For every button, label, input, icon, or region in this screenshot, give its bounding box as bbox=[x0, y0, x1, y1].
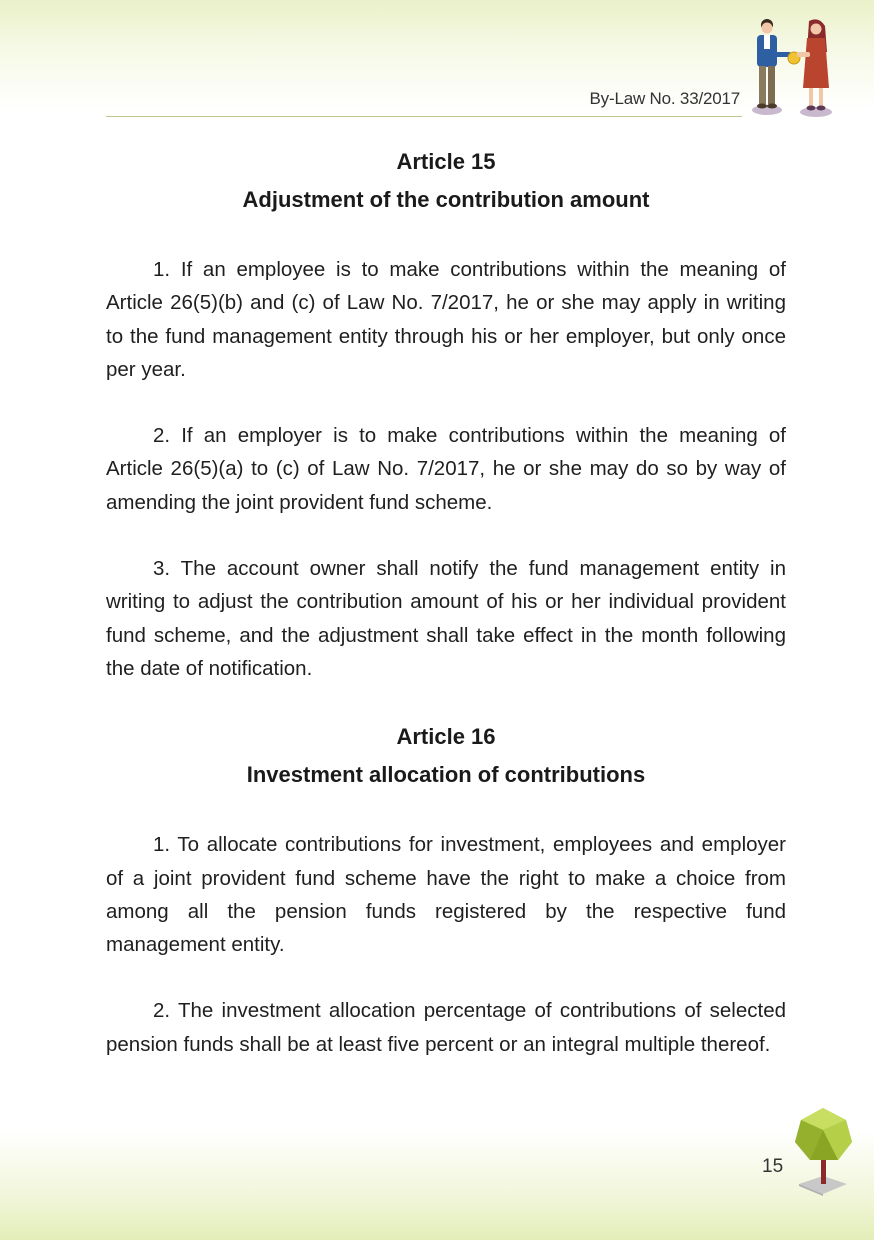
article-16-paragraph-1: 1. To allocate contributions for investment, employees and employer of a joint provident fund scheme have the right to make a choice from among all the pension funds registered by the respective fund management entity. bbox=[106, 833, 786, 957]
article-15-paragraph-1: 1. If an employee is to make contributions within the meaning of Article 26(5)(b) and (c) of Law No. 7/2017, he or she may apply in writing to the fund management entity through his or her employer, but only once per year. bbox=[106, 258, 786, 381]
article-15-paragraph-3: 3. The account owner shall notify the fund management entity in writing to adjust the contribution amount of his or her individual provident fund scheme, and the adjustment shall take effect in the month following the date of notification. bbox=[106, 557, 786, 680]
people-exchanging-coin-illustration bbox=[745, 18, 840, 122]
header-background bbox=[0, 0, 874, 110]
page-content bbox=[106, 143, 786, 1094]
article-15-number: Article 15 bbox=[396, 149, 496, 174]
header-divider bbox=[106, 116, 742, 117]
article-16-title: Investment allocation of contributions bbox=[246, 762, 646, 788]
footer-background bbox=[0, 1130, 874, 1240]
article-16-number: Article 16 bbox=[396, 724, 496, 750]
page-number: 15 bbox=[762, 1156, 784, 1177]
tree-illustration bbox=[790, 1106, 856, 1198]
document-title: By-Law No. 33/2017 bbox=[589, 89, 740, 108]
article-15-paragraph-2: 2. If an employer is to make contributions within the meaning of Article 26(5)(a) to (c) of Law No. 7/2017, he or she may do so by way of amending the joint provident fund scheme. bbox=[106, 424, 786, 514]
article-16-paragraph-2: 2. The investment allocation percentage of contributions of selected pension funds shall be at least five percent or an integral multiple thereof. bbox=[106, 999, 786, 1056]
article-15-title: Adjustment of the contribution amount bbox=[242, 187, 650, 212]
